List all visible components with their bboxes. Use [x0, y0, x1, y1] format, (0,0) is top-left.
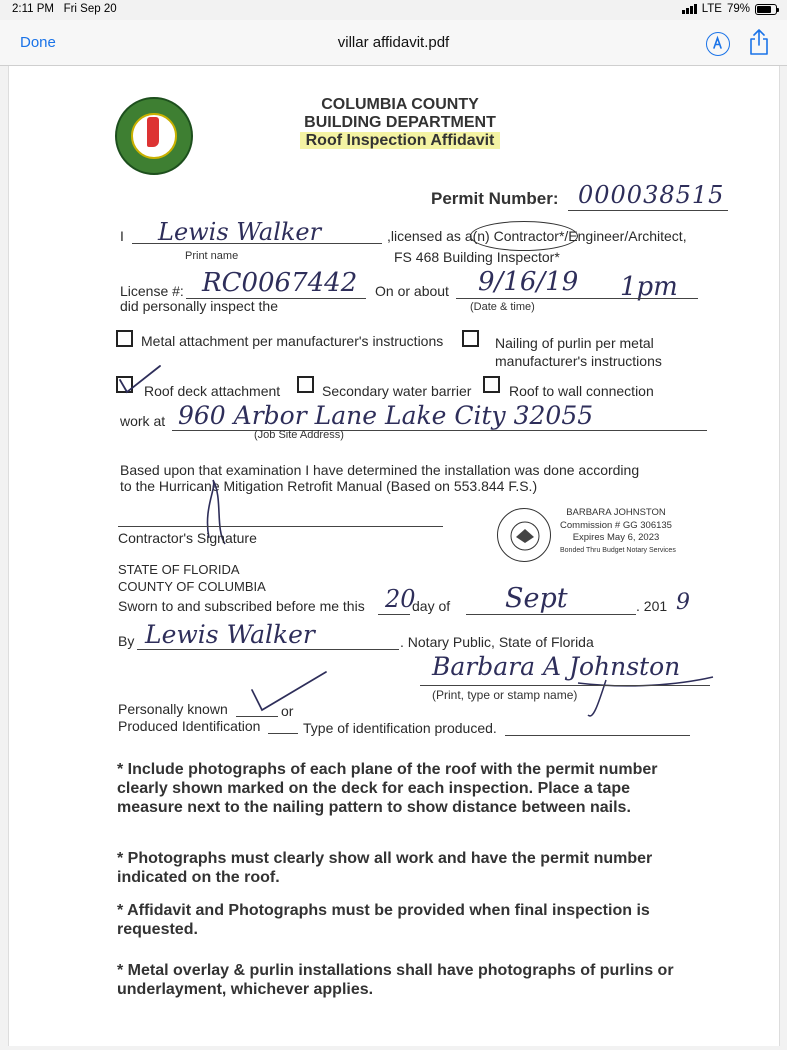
sworn-day: 20 [385, 585, 416, 613]
or-label: or [281, 703, 294, 719]
state-label: STATE OF FLORIDA [118, 562, 240, 577]
print-type-stamp-hint: (Print, type or stamp name) [432, 688, 578, 702]
permit-label: Permit Number: [431, 189, 559, 208]
license-label: License #: [120, 283, 184, 299]
i-prefix: I [120, 228, 124, 244]
form-title: Roof Inspection Affidavit [300, 132, 501, 149]
status-time: 2:11 PM [12, 3, 54, 15]
department-title: BUILDING DEPARTMENT [304, 114, 496, 131]
instruction-metal-overlay: * Metal overlay & purlin installations shall have photographs of purlins or underlayment, whichever applies. [117, 962, 674, 998]
instruction-final-inspection: * Affidavit and Photographs must be provided when final inspection is requested. [117, 902, 650, 938]
checkbox-roof-wall[interactable] [483, 376, 500, 393]
by-name: Lewis Walker [145, 620, 315, 649]
sworn-text: Sworn to and subscribed before me this [118, 598, 365, 614]
nailing-purlin-label-2: manufacturer's instructions [495, 353, 662, 369]
notary-signature-flourish [568, 665, 718, 725]
notary-stamp-name: BARBARA JOHNSTON [566, 507, 666, 518]
on-or-about-label: On or about [375, 283, 449, 299]
done-button[interactable]: Done [20, 34, 56, 51]
notary-stamp-commission: Commission # GG 306135 [560, 519, 672, 531]
notary-seal-logo [497, 508, 551, 562]
fs-468-text: FS 468 Building Inspector* [394, 249, 560, 265]
date-time-hint: (Date & time) [470, 301, 535, 313]
work-at-label: work at [120, 413, 166, 429]
roof-deck-label: Roof deck attachment [144, 383, 281, 399]
checkbox-secondary-water-barrier[interactable] [297, 376, 314, 393]
county-seal-logo [115, 97, 193, 175]
network-label: LTE [701, 3, 722, 15]
roof-wall-label: Roof to wall connection [509, 383, 654, 399]
year-suffix: 9 [676, 590, 690, 615]
type-id-label: Type of identification produced. [303, 720, 497, 736]
sworn-month: Sept [505, 583, 568, 614]
based-upon-line2: to the Hurricane Mitigation Retrofit Manual (Based on 553.844 F.S.) [120, 478, 538, 494]
county-of-label: COUNTY OF COLUMBIA [118, 579, 266, 594]
license-number: RC0067442 [202, 268, 358, 298]
year-prefix: . 201 [636, 598, 668, 614]
licensed-as-text: ,licensed as a(n) Contractor*/Engineer/Architect, [387, 228, 687, 244]
permit-number: 000038515 [578, 181, 725, 209]
secondary-water-label: Secondary water barrier [322, 383, 472, 399]
document-title: villar affidavit.pdf [337, 34, 450, 51]
form-header [280, 96, 520, 150]
personally-known-label: Personally known [118, 701, 228, 717]
nailing-purlin-label: Nailing of purlin per metal [495, 335, 654, 351]
notary-stamp-expires: Expires May 6, 2023 [572, 532, 660, 543]
contractor-signature-label: Contractor's Signature [118, 530, 257, 546]
contractor-name: Lewis Walker [158, 218, 322, 246]
checkbox-metal-attachment[interactable] [116, 330, 133, 347]
based-upon-line1: Based upon that examination I have determined the installation was done according [120, 462, 640, 478]
inspection-time: 1pm [620, 272, 678, 302]
notary-public-label: . Notary Public, State of Florida [400, 634, 594, 650]
print-name-hint: Print name [185, 250, 239, 262]
status-date: Fri Sep 20 [63, 3, 117, 15]
notary-stamp-text [560, 507, 676, 557]
instruction-photographs: * Include photographs of each plane of the roof with the permit number clearly shown marked on the deck for each inspection. Place a tape measure next to the nailing pattern to show distance between nails. [117, 761, 658, 816]
job-site-address: 960 Arbor Lane Lake City 32055 [178, 401, 594, 430]
inspection-date: 9/16/19 [478, 267, 579, 297]
job-site-hint: (Job Site Address) [254, 429, 344, 441]
metal-attachment-label: Metal attachment per manufacturer's instructions [141, 333, 444, 349]
notary-stamp-bonded: Bonded Thru Budget Notary Services [560, 546, 676, 554]
county-title: COLUMBIA COUNTY [321, 96, 479, 113]
instruction-permit-number: * Photographs must clearly show all work and have the permit number indicated on the roof. [117, 850, 653, 886]
checkbox-nailing-purlin[interactable] [462, 330, 479, 347]
notary-signature: Barbara A Johnston [432, 652, 681, 681]
by-label: By [118, 633, 135, 649]
contractor-circle [470, 221, 578, 251]
day-of-label: day of [412, 598, 451, 614]
battery-percent: 79% [726, 3, 750, 15]
did-inspect-text: did personally inspect the [120, 298, 278, 314]
produced-id-label: Produced Identification [118, 718, 261, 734]
